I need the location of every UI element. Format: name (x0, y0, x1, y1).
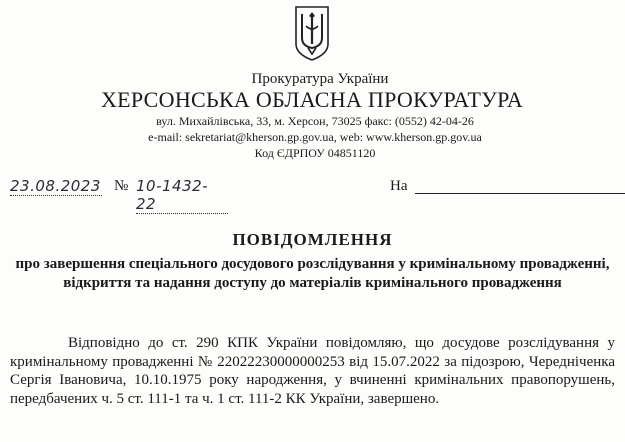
handwritten-number: 10-1432-22 (136, 177, 228, 214)
reply-to-blank-line (415, 193, 625, 194)
org-parent: Прокуратура України (251, 71, 389, 87)
handwritten-date: 23.08.2023 (10, 177, 101, 195)
org-edrpou-code: Код ЄДРПОУ 04851120 (254, 146, 376, 160)
body-paragraph: Відповідно до ст. 290 КПК України повідомляю, що досудове розслідування у кримінальному провадженні № 22022230000000253 від 15.07.2022 за підозрою, Чередніченка Сергія Івановича, 10.10.1975 року народження, у вчиненні кримінальних правопорушень, передбачених ч. 5 ст. 111-1 та ч. 1 ст. 111-2 КК України, завершено. (10, 335, 615, 407)
document-title: ПОВІДОМЛЕННЯ (232, 230, 393, 249)
reference-line (10, 175, 620, 213)
document-subtitle: про завершення спеціального досудового розслідування у кримінальному провадженні, відкриття та надання доступу до матеріалів кримінального провадження (15, 256, 610, 291)
org-contacts: e-mail: sekretariat@kherson.gp.gov.ua, web: www.kherson.gp.gov.ua (148, 130, 482, 144)
reply-to-label: На (390, 178, 408, 194)
org-address: вул. Михайлівська, 33, м. Херсон, 73025 факс: (0552) 42-04-26 (156, 114, 474, 128)
number-label: № (114, 178, 129, 194)
trident-emblem-icon (292, 4, 332, 62)
document-body (10, 334, 615, 408)
org-name: ХЕРСОНСЬКА ОБЛАСНА ПРОКУРАТУРА (100, 87, 524, 112)
